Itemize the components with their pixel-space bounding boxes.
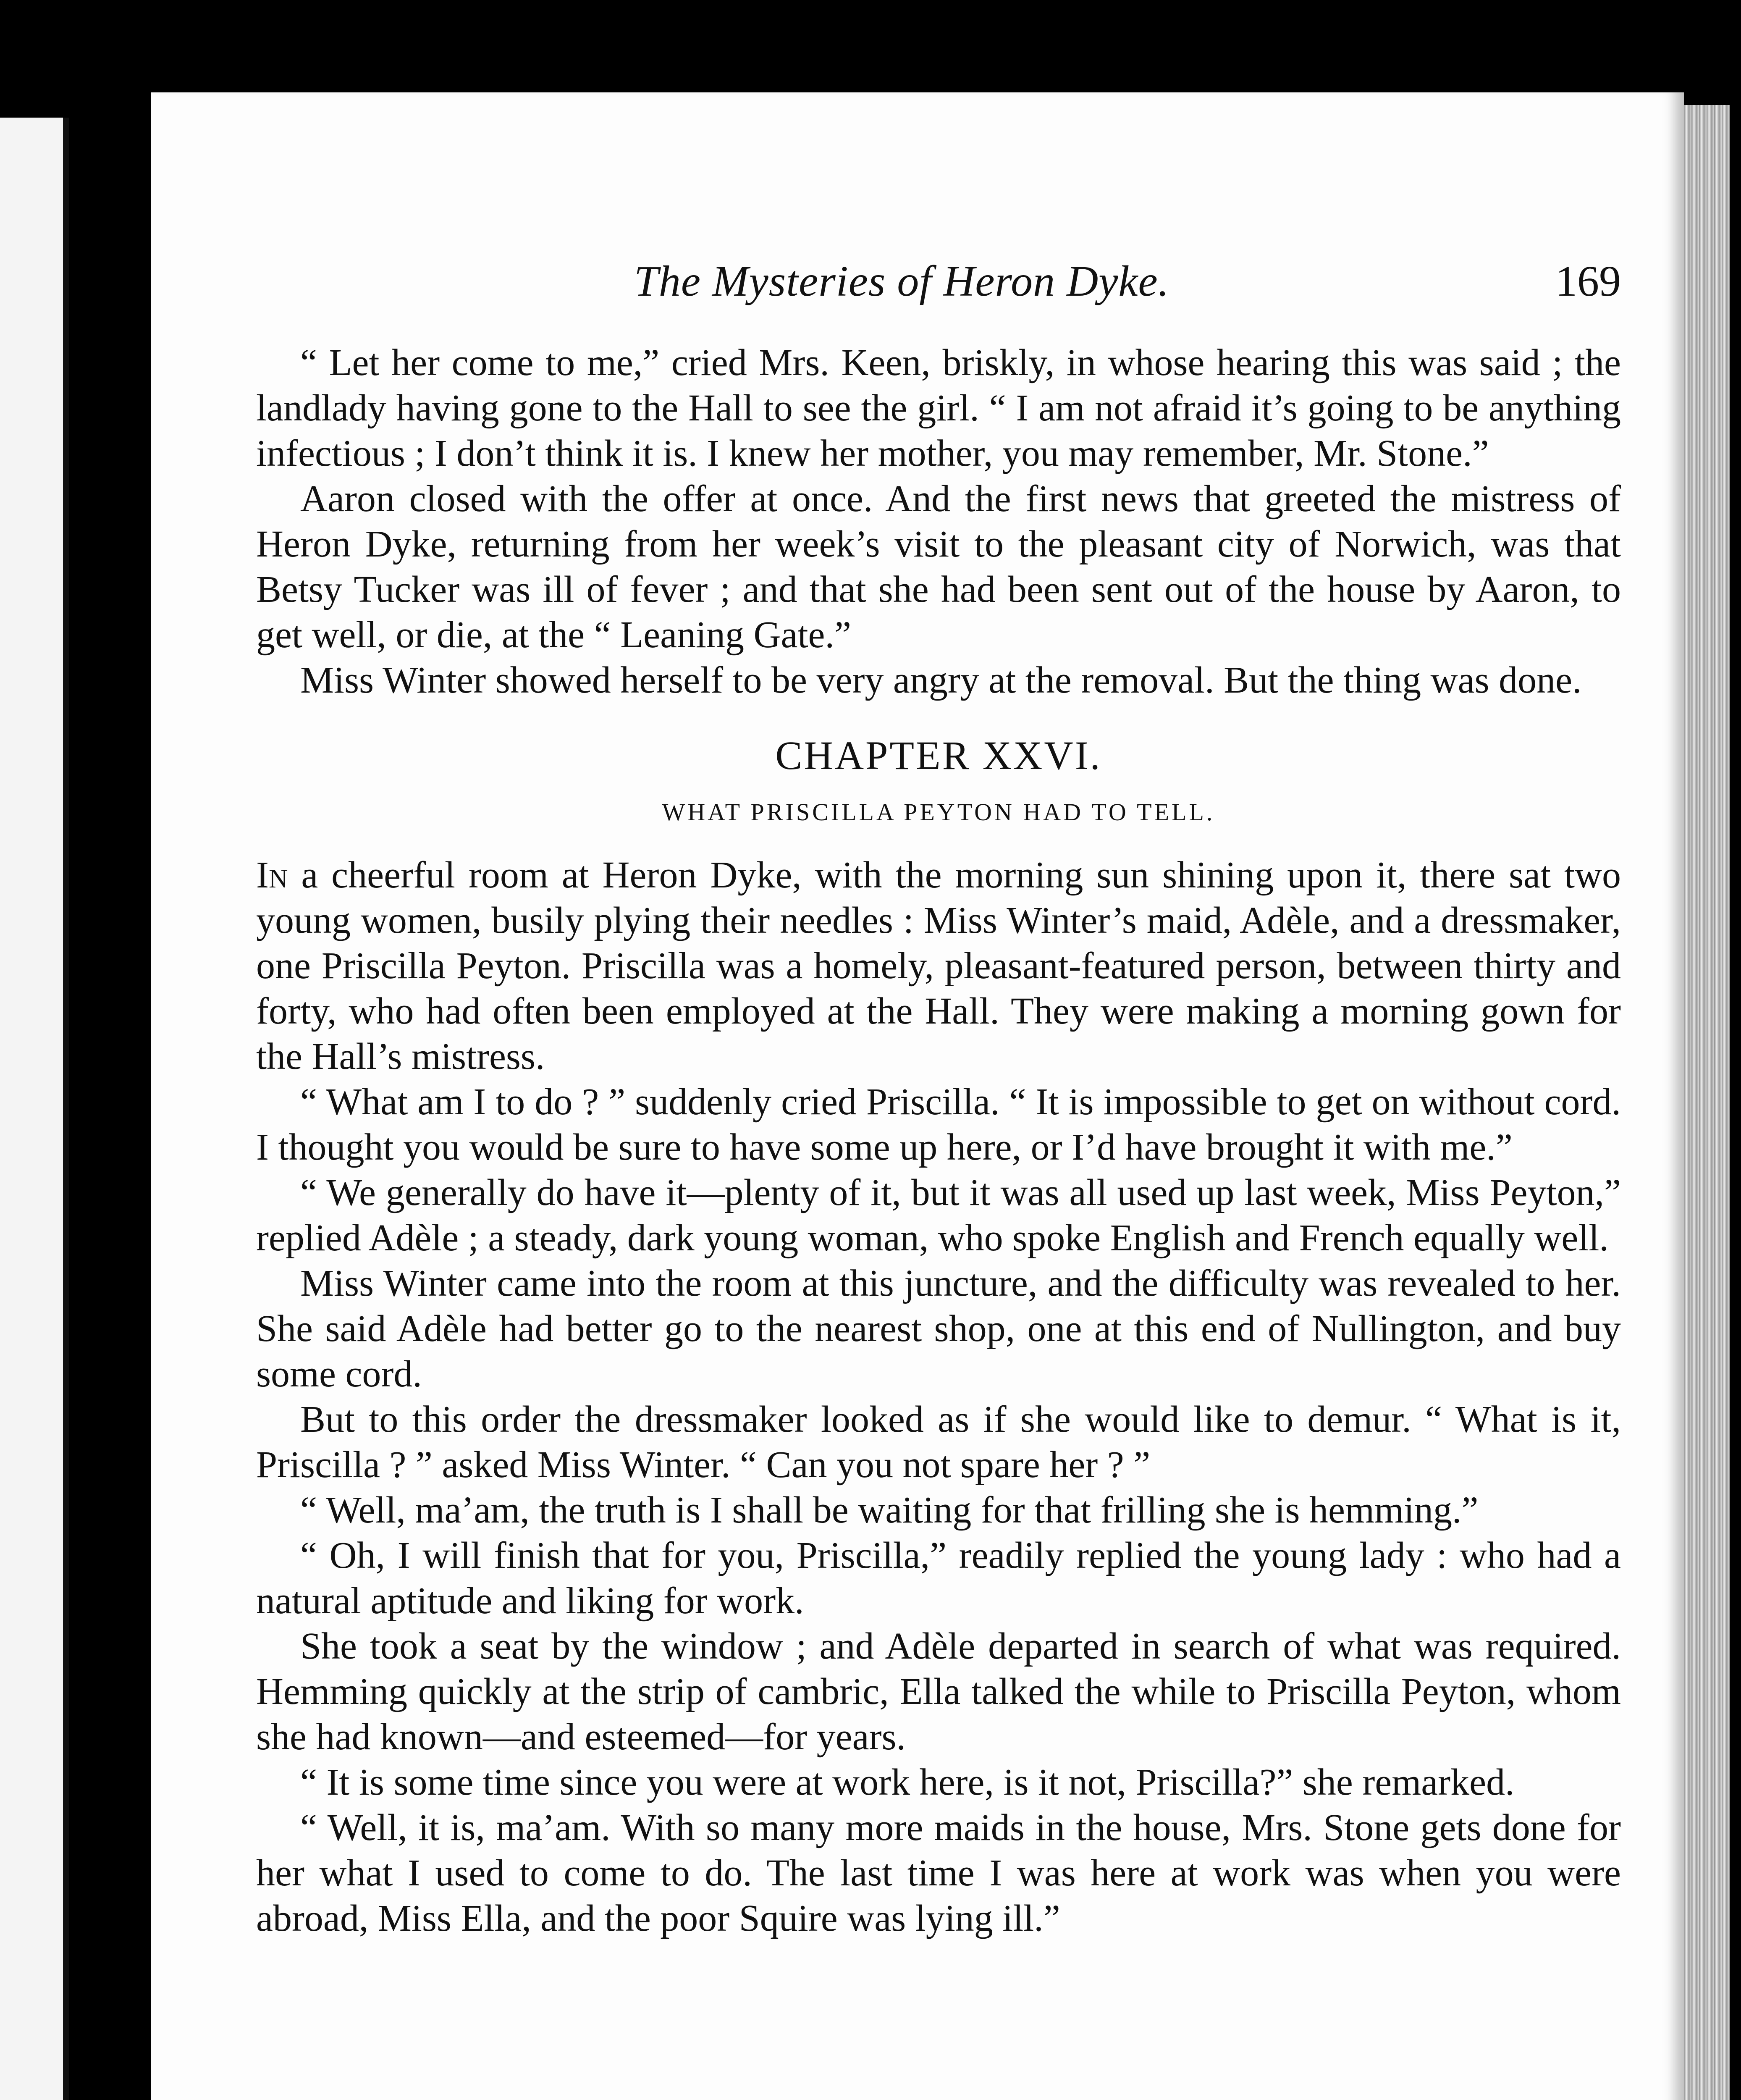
chapter-subtitle: WHAT PRISCILLA PEYTON HAD TO TELL. — [662, 798, 1215, 826]
page-text — [256, 340, 1621, 1941]
paragraph: Aaron closed with the offer at once. And the first news that greeted the mistress of Heron Dyke, returning from her week’s visit to the pleasant city of Norwich, was that Betsy Tucker was ill of fever ; and that she had been sent out of the house by Aaron, to get well, or die, at the “ Leaning Gate.” — [256, 478, 1621, 656]
book-page — [151, 92, 1684, 2100]
chapter-opening-text: a cheerful room at Heron Dyke, with the morning sun shining upon it, there sat two young women, busily plying their needles : Miss Winter’s maid, Adèle, and a dressmaker, one Priscilla Peyton. Priscilla was a homely, pleasant-featured person, between thirty and forty, who had often been employed at the Hall. They were making a morning gown for the Hall’s mistress. — [256, 854, 1621, 1077]
paragraph: “ Well, ma’am, the truth is I shall be waiting for that frilling she is hemming.” — [300, 1489, 1479, 1531]
chapter-initial: In — [256, 854, 288, 896]
page-number: 169 — [1555, 257, 1621, 305]
paragraph: She took a seat by the window ; and Adèle departed in search of what was required. Hemming quickly at the strip of cambric, Ella talked the while to Priscilla Peyton, whom she had known—and esteemed—for years. — [256, 1625, 1621, 1758]
running-title: The Mysteries of Heron Dyke. — [634, 257, 1169, 305]
chapter-opening-paragraph — [256, 853, 1621, 1079]
paragraph: “ Let her come to me,” cried Mrs. Keen, briskly, in whose hearing this was said ; the landlady having gone to the Hall to see the girl. “ I am not afraid it’s going to be anything infectious ; I don’t think it is. I knew her mother, you may remember, Mr. Stone.” — [256, 342, 1621, 474]
running-head — [256, 256, 1621, 340]
paragraph: “ Well, it is, ma’am. With so many more maids in the house, Mrs. Stone gets done for her what I used to come to do. The last time I was here at work was when you were abroad, Miss Ella, and the poor Squire was lying ill.” — [256, 1807, 1621, 1939]
adjacent-page-edge — [0, 118, 69, 2100]
paragraph: “ What am I to do ? ” suddenly cried Priscilla. “ It is impossible to get on without cord. I thought you would be sure to have some up here, or I’d have brought it with me.” — [256, 1081, 1621, 1168]
paragraph: “ We generally do have it—plenty of it, but it was all used up last week, Miss Peyton,” replied Adèle ; a steady, dark young woman, who spoke English and French equally well. — [256, 1172, 1621, 1259]
paragraph: Miss Winter showed herself to be very angry at the removal. But the thing was done. — [300, 659, 1582, 701]
paragraph: “ Oh, I will finish that for you, Priscilla,” readily replied the young lady : who had a natural aptitude and liking for work. — [256, 1535, 1621, 1622]
chapter-heading: CHAPTER XXVI. — [775, 733, 1102, 778]
paragraph: “ It is some time since you were at work here, is it not, Priscilla?” she remarked. — [300, 1761, 1515, 1803]
paragraph: But to this order the dressmaker looked as if she would like to demur. “ What is it, Priscilla ? ” asked Miss Winter. “ Can you not spare her ? ” — [256, 1399, 1621, 1486]
paragraph: Miss Winter came into the room at this juncture, and the difficulty was revealed to her. She said Adèle had better go to the nearest shop, one at this end of Nullington, and buy some cord. — [256, 1263, 1621, 1395]
page-stack-edge — [1684, 105, 1730, 2100]
